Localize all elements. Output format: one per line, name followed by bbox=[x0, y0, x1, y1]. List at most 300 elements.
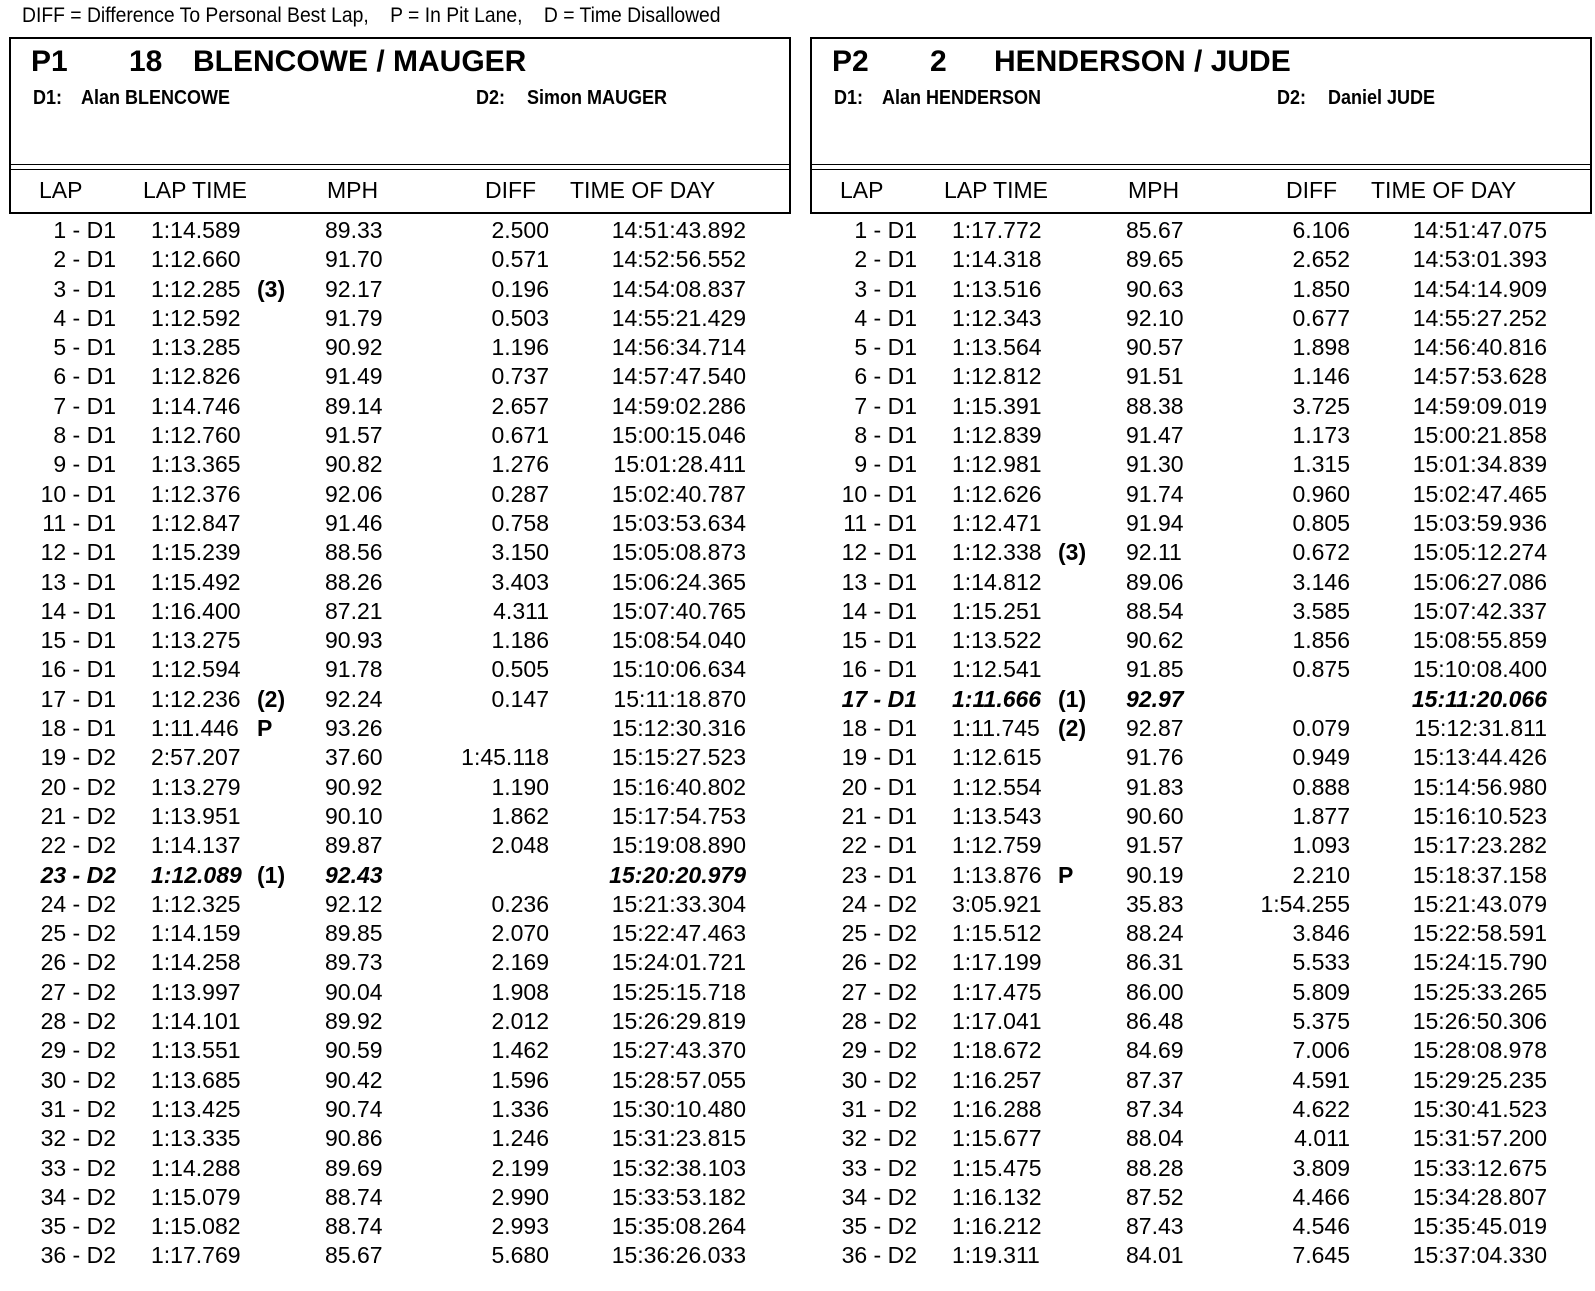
mph-cell: 89.73 bbox=[325, 949, 383, 976]
diff-cell: 1.173 bbox=[1292, 422, 1350, 449]
mph-cell: 88.56 bbox=[325, 539, 383, 566]
lap-time-cell: 1:12.759 bbox=[952, 832, 1042, 859]
diff-cell: 2.657 bbox=[491, 392, 549, 419]
mph-cell: 92.17 bbox=[325, 275, 383, 302]
time-of-day-cell: 15:26:29.819 bbox=[611, 1008, 746, 1035]
diff-cell: 4.591 bbox=[1292, 1066, 1350, 1093]
table-row bbox=[810, 421, 1592, 450]
lap-cell: 34 - D2 bbox=[841, 1183, 917, 1210]
driver2-label: D2: bbox=[476, 87, 506, 109]
lap-time-cell: 1:12.981 bbox=[952, 451, 1042, 478]
car-number: 2 bbox=[930, 45, 947, 78]
diff-cell: 1.596 bbox=[491, 1066, 549, 1093]
table-row bbox=[810, 450, 1592, 479]
rank-marker: (1) bbox=[257, 861, 286, 888]
lap-cell: 12 - D1 bbox=[841, 539, 917, 566]
car-panel-p2 bbox=[810, 37, 1592, 1271]
diff-cell: 3.809 bbox=[1292, 1154, 1350, 1181]
lap-cell: 19 - D1 bbox=[841, 744, 917, 771]
mph-cell: 91.47 bbox=[1126, 422, 1184, 449]
mph-cell: 90.86 bbox=[325, 1125, 383, 1152]
time-of-day-cell: 14:52:56.552 bbox=[611, 246, 746, 273]
mph-cell: 91.94 bbox=[1126, 509, 1184, 536]
diff-cell: 1.315 bbox=[1292, 451, 1350, 478]
lap-time-cell: 1:17.199 bbox=[952, 949, 1042, 976]
panel-header bbox=[810, 37, 1592, 214]
lap-time-cell: 1:14.101 bbox=[151, 1008, 241, 1035]
time-of-day-cell: 14:57:53.628 bbox=[1412, 363, 1547, 390]
mph-cell: 84.69 bbox=[1126, 1037, 1184, 1064]
rank-marker: (1) bbox=[1058, 685, 1087, 712]
col-header-mph: MPH bbox=[327, 177, 379, 203]
table-row bbox=[810, 245, 1592, 274]
lap-cell: 29 - D2 bbox=[40, 1037, 116, 1064]
lap-cell: 36 - D2 bbox=[40, 1242, 116, 1269]
time-of-day-cell: 15:21:33.304 bbox=[611, 890, 746, 917]
diff-cell: 0.805 bbox=[1292, 509, 1350, 536]
time-of-day-cell: 14:51:43.892 bbox=[611, 217, 746, 243]
table-row bbox=[810, 1095, 1592, 1124]
mph-cell: 90.92 bbox=[325, 773, 383, 800]
mph-cell: 90.93 bbox=[325, 627, 383, 654]
time-of-day-cell: 15:07:42.337 bbox=[1412, 597, 1547, 624]
table-row bbox=[810, 948, 1592, 977]
table-row bbox=[810, 597, 1592, 626]
time-of-day-cell: 15:05:08.873 bbox=[611, 539, 746, 566]
table-row bbox=[9, 685, 791, 714]
time-of-day-cell: 14:57:47.540 bbox=[611, 363, 746, 390]
time-of-day-cell: 15:15:27.523 bbox=[611, 744, 746, 771]
diff-cell: 0.196 bbox=[491, 275, 549, 302]
lap-time-cell: 1:12.089 bbox=[151, 861, 242, 888]
lap-time-cell: 1:13.425 bbox=[151, 1095, 241, 1122]
lap-cell: 18 - D1 bbox=[841, 715, 917, 742]
mph-cell: 91.76 bbox=[1126, 744, 1184, 771]
time-of-day-cell: 15:28:08.978 bbox=[1412, 1037, 1547, 1064]
diff-cell: 2.652 bbox=[1292, 246, 1350, 273]
table-row bbox=[9, 392, 791, 421]
diff-cell: 1.862 bbox=[491, 802, 549, 829]
lap-cell: 1 - D1 bbox=[53, 217, 116, 243]
diff-cell: 1.336 bbox=[491, 1095, 549, 1122]
diff-cell: 7.645 bbox=[1292, 1242, 1350, 1269]
time-of-day-cell: 15:14:56.980 bbox=[1412, 773, 1547, 800]
diff-cell: 1.898 bbox=[1292, 334, 1350, 361]
time-of-day-cell: 15:10:06.634 bbox=[611, 656, 746, 683]
lap-cell: 9 - D1 bbox=[53, 451, 116, 478]
driver2-name: Simon MAUGER bbox=[527, 87, 668, 109]
lap-cell: 1 - D1 bbox=[854, 217, 917, 243]
lap-time-cell: 1:14.318 bbox=[952, 246, 1042, 273]
lap-time-cell: 1:13.275 bbox=[151, 627, 241, 654]
mph-cell: 87.52 bbox=[1126, 1183, 1184, 1210]
time-of-day-cell: 15:22:58.591 bbox=[1412, 920, 1547, 947]
lap-cell: 4 - D1 bbox=[854, 304, 917, 331]
lap-cell: 28 - D2 bbox=[841, 1008, 917, 1035]
diff-cell: 2.210 bbox=[1292, 861, 1350, 888]
table-row bbox=[810, 978, 1592, 1007]
time-of-day-cell: 15:18:37.158 bbox=[1412, 861, 1547, 888]
diff-cell: 1:45.118 bbox=[461, 744, 549, 771]
table-row bbox=[9, 597, 791, 626]
mph-cell: 92.43 bbox=[325, 861, 383, 888]
time-of-day-cell: 15:10:08.400 bbox=[1412, 656, 1547, 683]
diff-cell: 0.079 bbox=[1292, 715, 1350, 742]
diff-cell: 5.809 bbox=[1292, 978, 1350, 1005]
time-of-day-cell: 15:03:59.936 bbox=[1412, 509, 1547, 536]
diff-cell: 0.147 bbox=[491, 685, 549, 712]
time-of-day-cell: 15:31:57.200 bbox=[1412, 1125, 1547, 1152]
lap-cell: 24 - D2 bbox=[841, 890, 917, 917]
diff-cell: 4.311 bbox=[493, 597, 549, 624]
lap-cell: 31 - D2 bbox=[841, 1095, 917, 1122]
time-of-day-cell: 15:07:40.765 bbox=[611, 597, 746, 624]
driver2-label: D2: bbox=[1277, 87, 1307, 109]
mph-cell: 89.92 bbox=[325, 1008, 383, 1035]
diff-cell: 0.236 bbox=[491, 890, 549, 917]
table-row bbox=[9, 1183, 791, 1212]
time-of-day-cell: 15:26:50.306 bbox=[1412, 1008, 1547, 1035]
header-divider bbox=[11, 164, 789, 170]
time-of-day-cell: 15:02:47.465 bbox=[1412, 480, 1547, 507]
time-of-day-cell: 15:00:21.858 bbox=[1412, 422, 1547, 449]
lap-cell: 5 - D1 bbox=[854, 334, 917, 361]
diff-cell: 4.011 bbox=[1294, 1125, 1350, 1152]
table-row bbox=[9, 743, 791, 772]
time-of-day-cell: 15:01:28.411 bbox=[613, 451, 746, 478]
table-row bbox=[9, 1154, 791, 1183]
mph-cell: 89.87 bbox=[325, 832, 383, 859]
mph-cell: 89.65 bbox=[1126, 246, 1184, 273]
lap-cell: 20 - D1 bbox=[841, 773, 917, 800]
table-row bbox=[810, 861, 1592, 890]
mph-cell: 85.67 bbox=[1126, 217, 1184, 243]
diff-cell: 5.375 bbox=[1292, 1008, 1350, 1035]
lap-cell: 35 - D2 bbox=[841, 1213, 917, 1240]
time-of-day-cell: 15:35:08.264 bbox=[611, 1213, 746, 1240]
lap-time-cell: 1:11.446 bbox=[151, 715, 239, 742]
diff-cell: 1.186 bbox=[491, 627, 549, 654]
lap-cell: 18 - D1 bbox=[40, 715, 116, 742]
lap-time-cell: 1:14.288 bbox=[151, 1154, 241, 1181]
lap-cell: 3 - D1 bbox=[854, 275, 917, 302]
mph-cell: 90.57 bbox=[1126, 334, 1184, 361]
mph-cell: 90.59 bbox=[325, 1037, 383, 1064]
lap-time-cell: 1:12.471 bbox=[952, 509, 1042, 536]
lap-time-cell: 1:13.279 bbox=[151, 773, 241, 800]
diff-cell: 3.846 bbox=[1292, 920, 1350, 947]
lap-time-cell: 1:12.760 bbox=[151, 422, 241, 449]
diff-cell: 2.500 bbox=[491, 217, 549, 243]
lap-time-cell: 1:15.082 bbox=[151, 1213, 241, 1240]
lap-time-cell: 1:16.288 bbox=[952, 1095, 1042, 1122]
table-row bbox=[9, 333, 791, 362]
col-header-mph: MPH bbox=[1128, 177, 1180, 203]
lap-time-cell: 1:13.522 bbox=[952, 627, 1042, 654]
lap-cell: 24 - D2 bbox=[40, 890, 116, 917]
table-row bbox=[9, 831, 791, 860]
time-of-day-cell: 15:33:12.675 bbox=[1412, 1154, 1547, 1181]
lap-cell: 12 - D1 bbox=[40, 539, 116, 566]
lap-time-cell: 1:12.376 bbox=[151, 480, 241, 507]
lap-time-cell: 1:16.400 bbox=[151, 597, 241, 624]
table-row bbox=[9, 275, 791, 304]
lap-time-cell: 1:14.258 bbox=[151, 949, 241, 976]
table-row bbox=[810, 743, 1592, 772]
mph-cell: 93.26 bbox=[325, 715, 383, 742]
table-row bbox=[810, 216, 1592, 245]
lap-cell: 33 - D2 bbox=[40, 1154, 116, 1181]
lap-cell: 15 - D1 bbox=[841, 627, 917, 654]
col-header-time-of-day: TIME OF DAY bbox=[570, 177, 716, 203]
lap-table bbox=[810, 216, 1592, 1271]
mph-cell: 90.82 bbox=[325, 451, 383, 478]
lap-time-cell: 1:12.615 bbox=[952, 744, 1042, 771]
time-of-day-cell: 14:55:21.429 bbox=[611, 304, 746, 331]
col-header-lap-time: LAP TIME bbox=[143, 177, 247, 203]
rank-marker: (3) bbox=[1058, 539, 1087, 566]
lap-time-cell: 1:12.839 bbox=[952, 422, 1042, 449]
diff-cell: 0.672 bbox=[1292, 539, 1350, 566]
rank-marker: (3) bbox=[257, 275, 286, 302]
lap-cell: 17 - D1 bbox=[841, 685, 917, 712]
diff-cell: 0.677 bbox=[1292, 304, 1350, 331]
lap-cell: 23 - D2 bbox=[40, 861, 116, 888]
diff-cell: 5.533 bbox=[1292, 949, 1350, 976]
time-of-day-cell: 15:34:28.807 bbox=[1412, 1183, 1547, 1210]
lap-cell: 26 - D2 bbox=[40, 949, 116, 976]
time-of-day-cell: 15:27:43.370 bbox=[611, 1037, 746, 1064]
col-header-diff: DIFF bbox=[485, 177, 537, 203]
lap-time-cell: 1:15.475 bbox=[952, 1154, 1042, 1181]
mph-cell: 90.62 bbox=[1126, 627, 1184, 654]
diff-cell: 4.466 bbox=[1292, 1183, 1350, 1210]
lap-cell: 31 - D2 bbox=[40, 1095, 116, 1122]
mph-cell: 87.34 bbox=[1126, 1095, 1184, 1122]
table-row bbox=[9, 1066, 791, 1095]
time-of-day-cell: 14:51:47.075 bbox=[1412, 217, 1547, 243]
table-row bbox=[9, 626, 791, 655]
time-of-day-cell: 15:21:43.079 bbox=[1412, 890, 1547, 917]
car-number: 18 bbox=[129, 45, 163, 78]
table-row bbox=[9, 773, 791, 802]
rank-marker: P bbox=[257, 715, 273, 742]
panel-header bbox=[9, 37, 791, 214]
diff-cell: 2.993 bbox=[491, 1213, 549, 1240]
lap-cell: 25 - D2 bbox=[841, 920, 917, 947]
lap-time-cell: 1:14.589 bbox=[151, 217, 241, 243]
diff-cell: 7.006 bbox=[1292, 1037, 1350, 1064]
lap-time-cell: 1:12.285 bbox=[151, 275, 241, 302]
time-of-day-cell: 14:54:08.837 bbox=[611, 275, 746, 302]
diff-cell: 0.287 bbox=[491, 480, 549, 507]
driver2-name: Daniel JUDE bbox=[1328, 87, 1436, 109]
table-row bbox=[9, 1036, 791, 1065]
time-of-day-cell: 15:20:20.979 bbox=[609, 861, 746, 888]
lap-time-cell: 1:15.079 bbox=[151, 1183, 241, 1210]
mph-cell: 88.74 bbox=[325, 1213, 383, 1240]
mph-cell: 90.19 bbox=[1126, 861, 1184, 888]
lap-cell: 5 - D1 bbox=[53, 334, 116, 361]
table-row bbox=[9, 1241, 791, 1270]
table-row bbox=[810, 890, 1592, 919]
mph-cell: 89.85 bbox=[325, 920, 383, 947]
lap-cell: 8 - D1 bbox=[53, 422, 116, 449]
table-row bbox=[810, 655, 1592, 684]
mph-cell: 91.46 bbox=[325, 509, 383, 536]
lap-cell: 15 - D1 bbox=[40, 627, 116, 654]
lap-cell: 16 - D1 bbox=[841, 656, 917, 683]
mph-cell: 91.57 bbox=[1126, 832, 1184, 859]
lap-time-cell: 1:15.251 bbox=[952, 597, 1042, 624]
lap-time-cell: 1:12.554 bbox=[952, 773, 1042, 800]
lap-time-cell: 1:16.257 bbox=[952, 1066, 1042, 1093]
diff-cell: 4.546 bbox=[1292, 1213, 1350, 1240]
driver1-name: Alan HENDERSON bbox=[882, 87, 1042, 109]
lap-time-cell: 1:12.847 bbox=[151, 509, 241, 536]
lap-time-cell: 1:13.951 bbox=[151, 802, 241, 829]
diff-cell: 1.093 bbox=[1292, 832, 1350, 859]
lap-time-cell: 1:12.343 bbox=[952, 304, 1042, 331]
mph-cell: 91.78 bbox=[325, 656, 383, 683]
time-of-day-cell: 15:16:40.802 bbox=[611, 773, 746, 800]
lap-time-cell: 1:15.239 bbox=[151, 539, 241, 566]
lap-cell: 22 - D2 bbox=[40, 832, 116, 859]
mph-cell: 91.70 bbox=[325, 246, 383, 273]
lap-time-cell: 1:12.541 bbox=[952, 656, 1042, 683]
diff-cell: 1:54.255 bbox=[1260, 890, 1350, 917]
lap-time-cell: 2:57.207 bbox=[151, 744, 241, 771]
lap-cell: 19 - D2 bbox=[40, 744, 116, 771]
lap-cell: 33 - D2 bbox=[841, 1154, 917, 1181]
lap-cell: 11 - D1 bbox=[843, 509, 917, 536]
time-of-day-cell: 15:29:25.235 bbox=[1412, 1066, 1547, 1093]
diff-cell: 3.403 bbox=[491, 568, 549, 595]
mph-cell: 91.49 bbox=[325, 363, 383, 390]
table-row bbox=[810, 1124, 1592, 1153]
mph-cell: 87.21 bbox=[325, 597, 383, 624]
lap-time-cell: 1:12.812 bbox=[952, 363, 1042, 390]
lap-cell: 13 - D1 bbox=[40, 568, 116, 595]
mph-cell: 91.30 bbox=[1126, 451, 1184, 478]
mph-cell: 91.51 bbox=[1126, 363, 1184, 390]
time-of-day-cell: 15:30:41.523 bbox=[1412, 1095, 1547, 1122]
mph-cell: 90.04 bbox=[325, 978, 383, 1005]
lap-cell: 7 - D1 bbox=[854, 392, 917, 419]
mph-cell: 91.74 bbox=[1126, 480, 1184, 507]
lap-cell: 26 - D2 bbox=[841, 949, 917, 976]
table-row bbox=[810, 714, 1592, 743]
diff-cell: 0.888 bbox=[1292, 773, 1350, 800]
time-of-day-cell: 15:11:18.870 bbox=[613, 685, 746, 712]
mph-cell: 88.26 bbox=[325, 568, 383, 595]
lap-cell: 27 - D2 bbox=[841, 978, 917, 1005]
lap-time-cell: 1:17.475 bbox=[952, 978, 1042, 1005]
lap-cell: 20 - D2 bbox=[40, 773, 116, 800]
time-of-day-cell: 15:37:04.330 bbox=[1412, 1242, 1547, 1269]
table-row bbox=[9, 245, 791, 274]
driver1-name: Alan BLENCOWE bbox=[81, 87, 231, 109]
table-row bbox=[810, 1066, 1592, 1095]
mph-cell: 92.24 bbox=[325, 685, 383, 712]
lap-cell: 30 - D2 bbox=[40, 1066, 116, 1093]
lap-cell: 14 - D1 bbox=[40, 597, 116, 624]
lap-cell: 9 - D1 bbox=[854, 451, 917, 478]
mph-cell: 92.10 bbox=[1126, 304, 1184, 331]
diff-cell: 2.199 bbox=[491, 1154, 549, 1181]
lap-cell: 16 - D1 bbox=[40, 656, 116, 683]
col-header-lap-time: LAP TIME bbox=[944, 177, 1048, 203]
lap-time-cell: 1:13.365 bbox=[151, 451, 241, 478]
time-of-day-cell: 15:22:47.463 bbox=[611, 920, 746, 947]
lap-time-cell: 1:13.285 bbox=[151, 334, 241, 361]
mph-cell: 90.92 bbox=[325, 334, 383, 361]
lap-cell: 32 - D2 bbox=[40, 1125, 116, 1152]
table-row bbox=[810, 773, 1592, 802]
table-row bbox=[810, 1154, 1592, 1183]
table-row bbox=[9, 1124, 791, 1153]
table-row bbox=[810, 480, 1592, 509]
lap-cell: 7 - D1 bbox=[53, 392, 116, 419]
time-of-day-cell: 15:25:15.718 bbox=[611, 978, 746, 1005]
time-of-day-cell: 15:31:23.815 bbox=[611, 1125, 746, 1152]
lap-time-cell: 1:13.516 bbox=[952, 275, 1042, 302]
lap-time-cell: 1:12.592 bbox=[151, 304, 241, 331]
time-of-day-cell: 15:36:26.033 bbox=[611, 1242, 746, 1269]
lap-cell: 23 - D1 bbox=[841, 861, 917, 888]
table-row bbox=[810, 509, 1592, 538]
time-of-day-cell: 15:33:53.182 bbox=[611, 1183, 746, 1210]
lap-cell: 8 - D1 bbox=[854, 422, 917, 449]
diff-cell: 0.737 bbox=[491, 363, 549, 390]
table-row bbox=[810, 333, 1592, 362]
lap-time-cell: 1:15.512 bbox=[952, 920, 1042, 947]
time-of-day-cell: 15:24:01.721 bbox=[611, 949, 746, 976]
time-of-day-cell: 14:55:27.252 bbox=[1412, 304, 1547, 331]
diff-cell: 3.585 bbox=[1292, 597, 1350, 624]
lap-cell: 11 - D1 bbox=[42, 509, 116, 536]
diff-cell: 2.990 bbox=[491, 1183, 549, 1210]
time-of-day-cell: 14:59:02.286 bbox=[611, 392, 746, 419]
mph-cell: 88.24 bbox=[1126, 920, 1184, 947]
lap-cell: 2 - D1 bbox=[53, 246, 116, 273]
diff-cell: 1.850 bbox=[1292, 275, 1350, 302]
lap-cell: 2 - D1 bbox=[854, 246, 917, 273]
mph-cell: 87.43 bbox=[1126, 1213, 1184, 1240]
mph-cell: 90.60 bbox=[1126, 802, 1184, 829]
lap-cell: 3 - D1 bbox=[53, 275, 116, 302]
mph-cell: 88.54 bbox=[1126, 597, 1184, 624]
lap-time-cell: 3:05.921 bbox=[952, 890, 1042, 917]
crew-name: BLENCOWE / MAUGER bbox=[193, 45, 527, 78]
diff-cell: 1.877 bbox=[1292, 802, 1350, 829]
rank-marker: (2) bbox=[1058, 715, 1087, 742]
lap-time-cell: 1:12.626 bbox=[952, 480, 1042, 507]
lap-cell: 29 - D2 bbox=[841, 1037, 917, 1064]
position-label: P2 bbox=[832, 45, 869, 78]
col-header-lap: LAP bbox=[39, 177, 83, 203]
time-of-day-cell: 14:53:01.393 bbox=[1412, 246, 1547, 273]
lap-time-cell: 1:13.551 bbox=[151, 1037, 241, 1064]
lap-time-cell: 1:11.745 bbox=[952, 715, 1040, 742]
diff-cell: 5.680 bbox=[491, 1242, 549, 1269]
lap-cell: 34 - D2 bbox=[40, 1183, 116, 1210]
diff-cell: 0.671 bbox=[491, 422, 549, 449]
table-row bbox=[810, 1036, 1592, 1065]
lap-time-cell: 1:13.997 bbox=[151, 978, 241, 1005]
mph-cell: 90.63 bbox=[1126, 275, 1184, 302]
time-of-day-cell: 15:13:44.426 bbox=[1412, 744, 1547, 771]
